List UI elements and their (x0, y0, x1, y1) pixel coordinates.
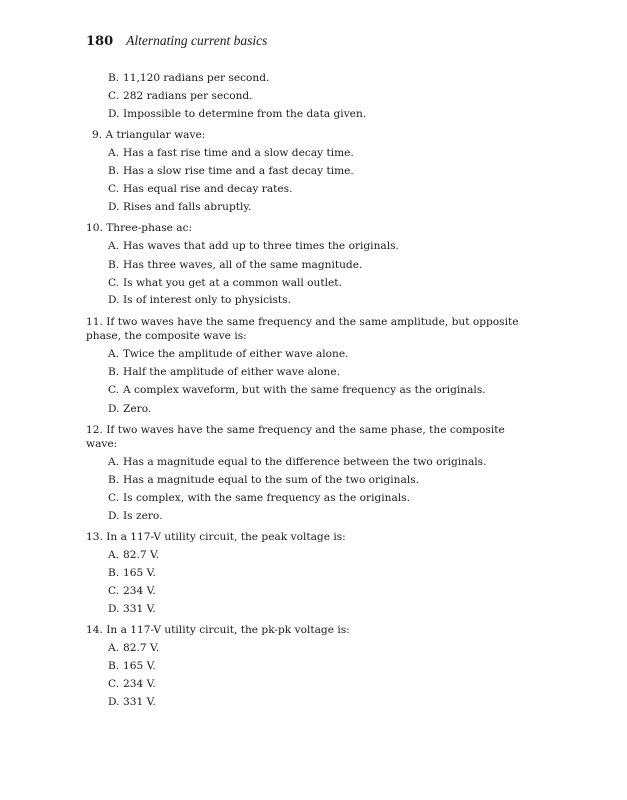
option-item: D. Zero. (108, 403, 152, 415)
option-item: D. Is of interest only to physicists. (108, 294, 291, 306)
option-item: B. 165 V. (108, 567, 156, 579)
option-item: C. 234 V. (108, 585, 156, 597)
question-stem-continued: wave: (86, 438, 118, 450)
option-item: D. 331 V. (108, 696, 156, 708)
question-stem: 11. If two waves have the same frequency and the same amplitude, but opposite (86, 316, 519, 328)
page-number: 180 (86, 34, 114, 49)
option-item: C. Is what you get at a common wall outlet. (108, 277, 342, 289)
question-stem: 10. Three-phase ac: (86, 222, 193, 234)
option-item: D. 331 V. (108, 603, 156, 615)
option-item: D. Rises and falls abruptly. (108, 201, 252, 213)
option-item: C. A complex waveform, but with the same frequency as the originals. (108, 384, 486, 396)
option-item: B. 165 V. (108, 660, 156, 672)
option-item: B. Has a magnitude equal to the sum of the two originals. (108, 474, 420, 486)
option-item: C. Has equal rise and decay rates. (108, 183, 293, 195)
question-stem: 14. In a 117-V utility circuit, the pk-pk voltage is: (86, 624, 350, 636)
option-item: A. Has a fast rise time and a slow decay time. (108, 147, 354, 159)
option-item: B. Has a slow rise time and a fast decay time. (108, 165, 354, 177)
option-item: A. 82.7 V. (108, 549, 160, 561)
option-item: C. 282 radians per second. (108, 90, 253, 102)
option-item: D. Is zero. (108, 510, 163, 522)
option-item: B. Has three waves, all of the same magnitude. (108, 259, 363, 271)
option-item: A. Has a magnitude equal to the difference between the two originals. (108, 456, 487, 468)
option-item: C. Is complex, with the same frequency as the originals. (108, 492, 410, 504)
page-header (86, 33, 267, 49)
option-item: A. Has waves that add up to three times the originals. (108, 240, 399, 252)
running-title: Alternating current basics (126, 33, 268, 48)
question-stem: 13. In a 117-V utility circuit, the peak voltage is: (86, 531, 346, 543)
option-item: B. 11,120 radians per second. (108, 72, 270, 84)
option-item: D. Impossible to determine from the data given. (108, 108, 367, 120)
option-item: A. Twice the amplitude of either wave alone. (108, 348, 349, 360)
question-stem-continued: phase, the composite wave is: (86, 330, 247, 342)
question-stem: 9. A triangular wave: (92, 129, 206, 141)
option-item: B. Half the amplitude of either wave alone. (108, 366, 341, 378)
option-item: C. 234 V. (108, 678, 156, 690)
question-stem: 12. If two waves have the same frequency and the same phase, the composite (86, 424, 505, 436)
option-item: A. 82.7 V. (108, 642, 160, 654)
